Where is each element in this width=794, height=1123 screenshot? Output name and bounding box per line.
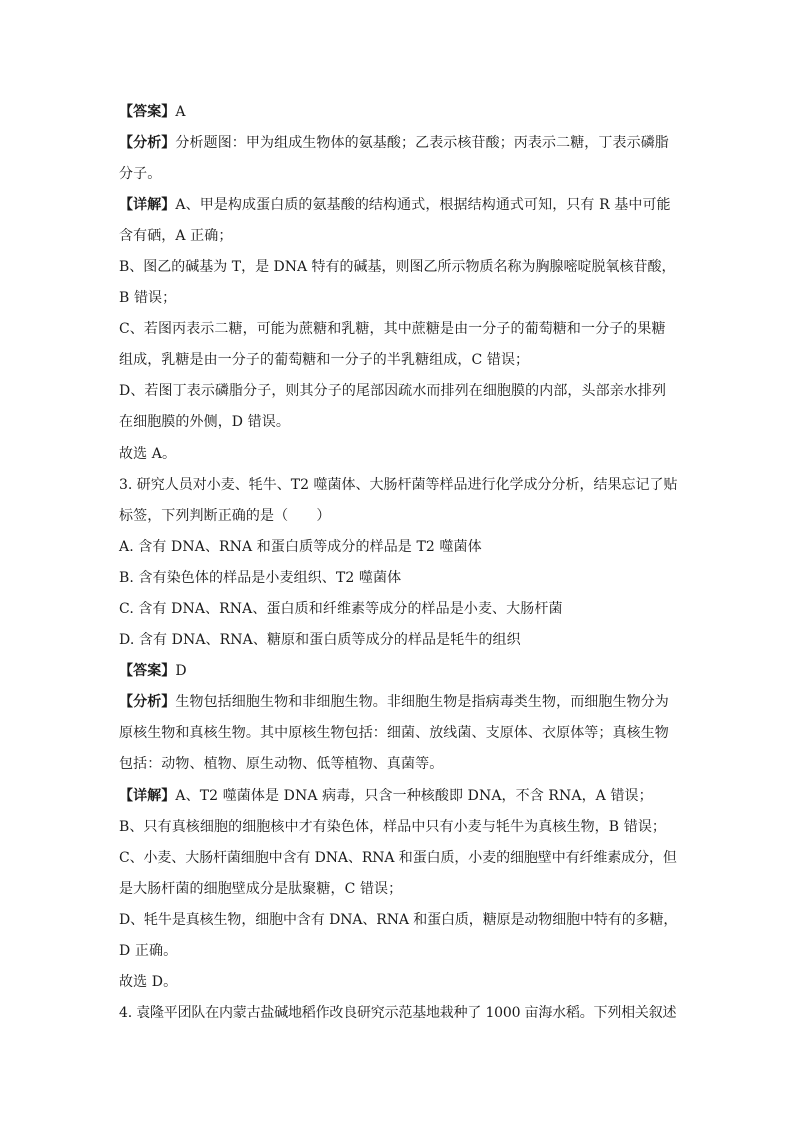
q3-analysis-cont2: 包括：动物、植物、原生动物、低等植物、真菌等。 xyxy=(119,756,444,772)
detail-text: A、T2 噬菌体是 DNA 病毒，只含一种核酸即 DNA，不含 RNA，A 错误； xyxy=(175,788,653,804)
q2-detail-c-cont: 组成，乳糖是由一分子的葡萄糖和一分子的半乳糖组成，C 错误； xyxy=(119,352,530,368)
answer-tag: 【答案】 xyxy=(119,104,176,120)
q3-option-a: A. 含有 DNA、RNA 和蛋白质等成分的样品是 T2 噬菌体 xyxy=(119,539,482,555)
q3-detail-d: D、牦牛是真核生物，细胞中含有 DNA、RNA 和蛋白质，糖原是动物细胞中特有的多糖， xyxy=(119,912,678,928)
q2-detail-d-cont: 在细胞膜的外侧，D 错误。 xyxy=(119,414,290,430)
q3-option-c: C. 含有 DNA、RNA、蛋白质和纤维素等成分的样品是小麦、大肠杆菌 xyxy=(119,601,563,617)
q4-stem: 4. 袁隆平团队在内蒙古盐碱地稻作改良研究示范基地栽种了 1000 亩海水稻。下列相关叙述 xyxy=(119,1005,677,1021)
q2-detail-b: B、图乙的碱基为 T，是 DNA 特有的碱基，则图乙所示物质名称为胸腺嘧啶脱氧核苷酸， xyxy=(119,259,676,275)
q2-detail-d: D、若图丁表示磷脂分子，则其分子的尾部因疏水而排列在细胞膜的内部，头部亲水排列 xyxy=(119,383,667,399)
analysis-text: 生物包括细胞生物和非细胞生物。非细胞生物是指病毒类生物，而细胞生物分为 xyxy=(175,694,669,710)
q3-conclusion: 故选 D。 xyxy=(119,974,178,990)
answer-value: D xyxy=(175,663,187,679)
q3-stem-cont: 标签，下列判断正确的是（ ） xyxy=(119,508,331,524)
answer-value: A xyxy=(175,104,186,120)
q3-option-b: B. 含有染色体的样品是小麦组织、T2 噬菌体 xyxy=(119,570,402,586)
q3-detail-c-cont: 是大肠杆菌的细胞壁成分是肽聚糖，C 错误； xyxy=(119,881,403,897)
q2-answer xyxy=(119,102,186,122)
detail-tag: 【详解】 xyxy=(119,197,176,213)
q3-option-d: D. 含有 DNA、RNA、糖原和蛋白质等成分的样品是牦牛的组织 xyxy=(119,632,521,648)
q3-analysis xyxy=(119,692,669,712)
q2-detail-b-cont: B 错误； xyxy=(119,290,177,306)
q3-stem: 3. 研究人员对小麦、牦牛、T2 噬菌体、大肠杆菌等样品进行化学成分分析，结果忘记了贴 xyxy=(119,477,678,493)
q2-analysis-cont: 分子。 xyxy=(119,166,162,182)
detail-text: A、甲是构成蛋白质的氨基酸的结构通式，根据结构通式可知，只有 R 基中可能 xyxy=(175,197,671,213)
q2-detail-a-cont: 含有硒，A 正确； xyxy=(119,228,233,244)
q3-detail-c: C、小麦、大肠杆菌细胞中含有 DNA、RNA 和蛋白质，小麦的细胞壁中有纤维素成分，但 xyxy=(119,850,677,866)
analysis-text: 分析题图：甲为组成生物体的氨基酸；乙表示核苷酸；丙表示二糖，丁表示磷脂 xyxy=(175,135,669,151)
q3-analysis-cont1: 原核生物和真核生物。其中原核生物包括：细菌、放线菌、支原体、衣原体等；真核生物 xyxy=(119,725,669,741)
q2-detail-c: C、若图丙表示二糖，可能为蔗糖和乳糖，其中蔗糖是由一分子的葡萄糖和一分子的果糖 xyxy=(119,321,666,337)
q3-detail-d-cont: D 正确。 xyxy=(119,943,178,959)
analysis-tag: 【分析】 xyxy=(119,694,176,710)
analysis-tag: 【分析】 xyxy=(119,135,176,151)
q2-analysis xyxy=(119,133,669,153)
detail-tag: 【详解】 xyxy=(119,788,176,804)
q2-detail-a xyxy=(119,195,671,215)
q3-answer xyxy=(119,661,187,681)
q3-detail-a xyxy=(119,786,653,806)
q3-detail-b: B、只有真核细胞的细胞核中才有染色体，样品中只有小麦与牦牛为真核生物，B 错误； xyxy=(119,819,667,835)
q2-conclusion: 故选 A。 xyxy=(119,446,177,462)
answer-tag: 【答案】 xyxy=(119,663,176,679)
